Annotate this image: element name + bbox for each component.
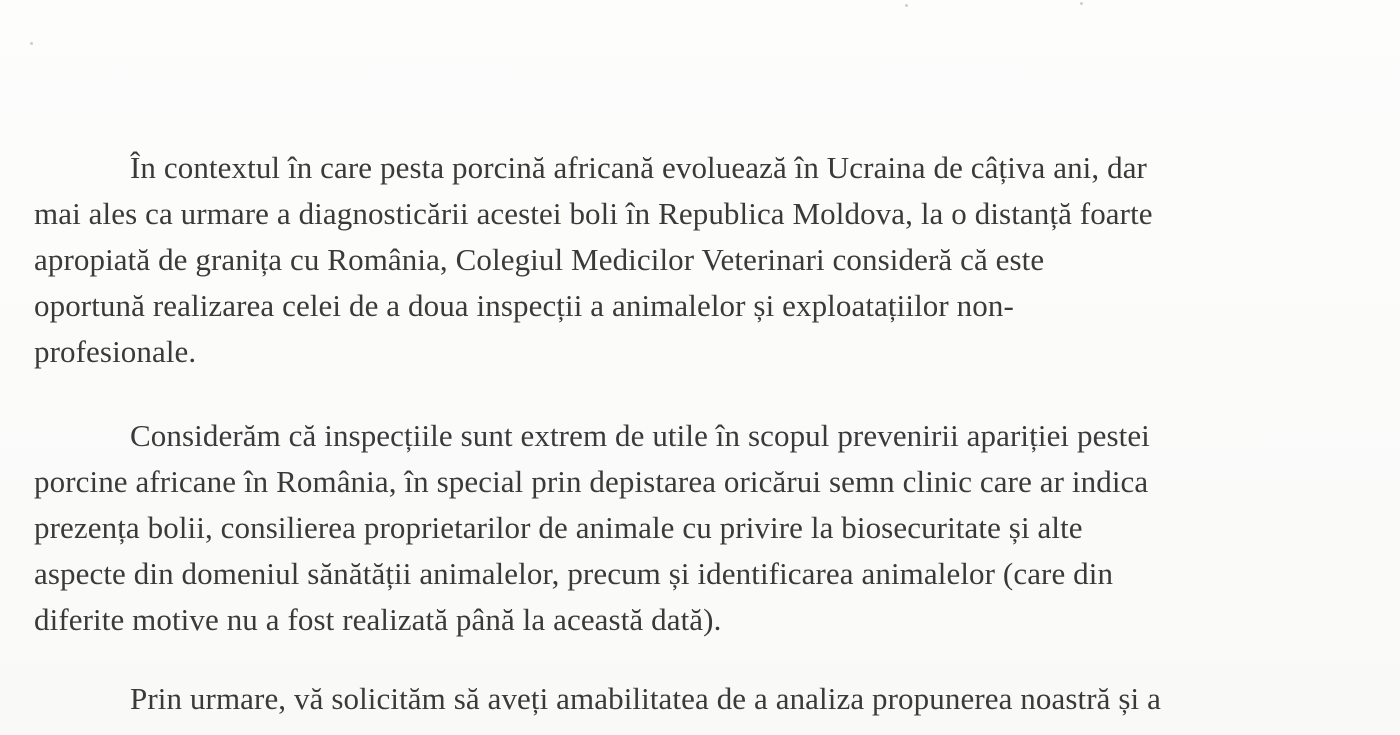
scan-speck (30, 42, 33, 45)
paragraph-line: profesionale. (34, 334, 197, 369)
paragraph-3 (34, 676, 1334, 722)
scan-speck (1080, 2, 1083, 5)
paragraph-line: Considerăm că inspecțiile sunt extrem de utile în scopul prevenirii apariției pestei (130, 418, 1150, 453)
paragraph-2 (34, 413, 1334, 643)
paragraph-line: Prin urmare, vă solicităm să aveți amabilitatea de a analiza propunerea noastră și a (130, 681, 1161, 716)
scan-speck (905, 4, 908, 7)
paragraph-line: aspecte din domeniul sănătății animalelor, precum și identificarea animalelor (care din (34, 556, 1114, 591)
paragraph-line: porcine africane în România, în special prin depistarea oricărui semn clinic care ar indica (34, 464, 1149, 499)
paragraph-line: mai ales ca urmare a diagnosticării acestei boli în Republica Moldova, la o distanță foarte (34, 196, 1153, 231)
paragraph-line: oportună realizarea celei de a doua inspecții a animalelor și exploatațiilor non- (34, 288, 1014, 323)
paragraph-line: apropiată de granița cu România, Colegiul Medicilor Veterinari consideră că este (34, 242, 1045, 277)
paragraph-line: În contextul în care pesta porcină africană evoluează în Ucraina de câțiva ani, dar (130, 150, 1147, 185)
paragraph-line: diferite motive nu a fost realizată până la această dată). (34, 602, 722, 637)
paragraph-line: prezența bolii, consilierea proprietarilor de animale cu privire la biosecuritate și alte (34, 510, 1083, 545)
paragraph-1 (34, 145, 1334, 375)
